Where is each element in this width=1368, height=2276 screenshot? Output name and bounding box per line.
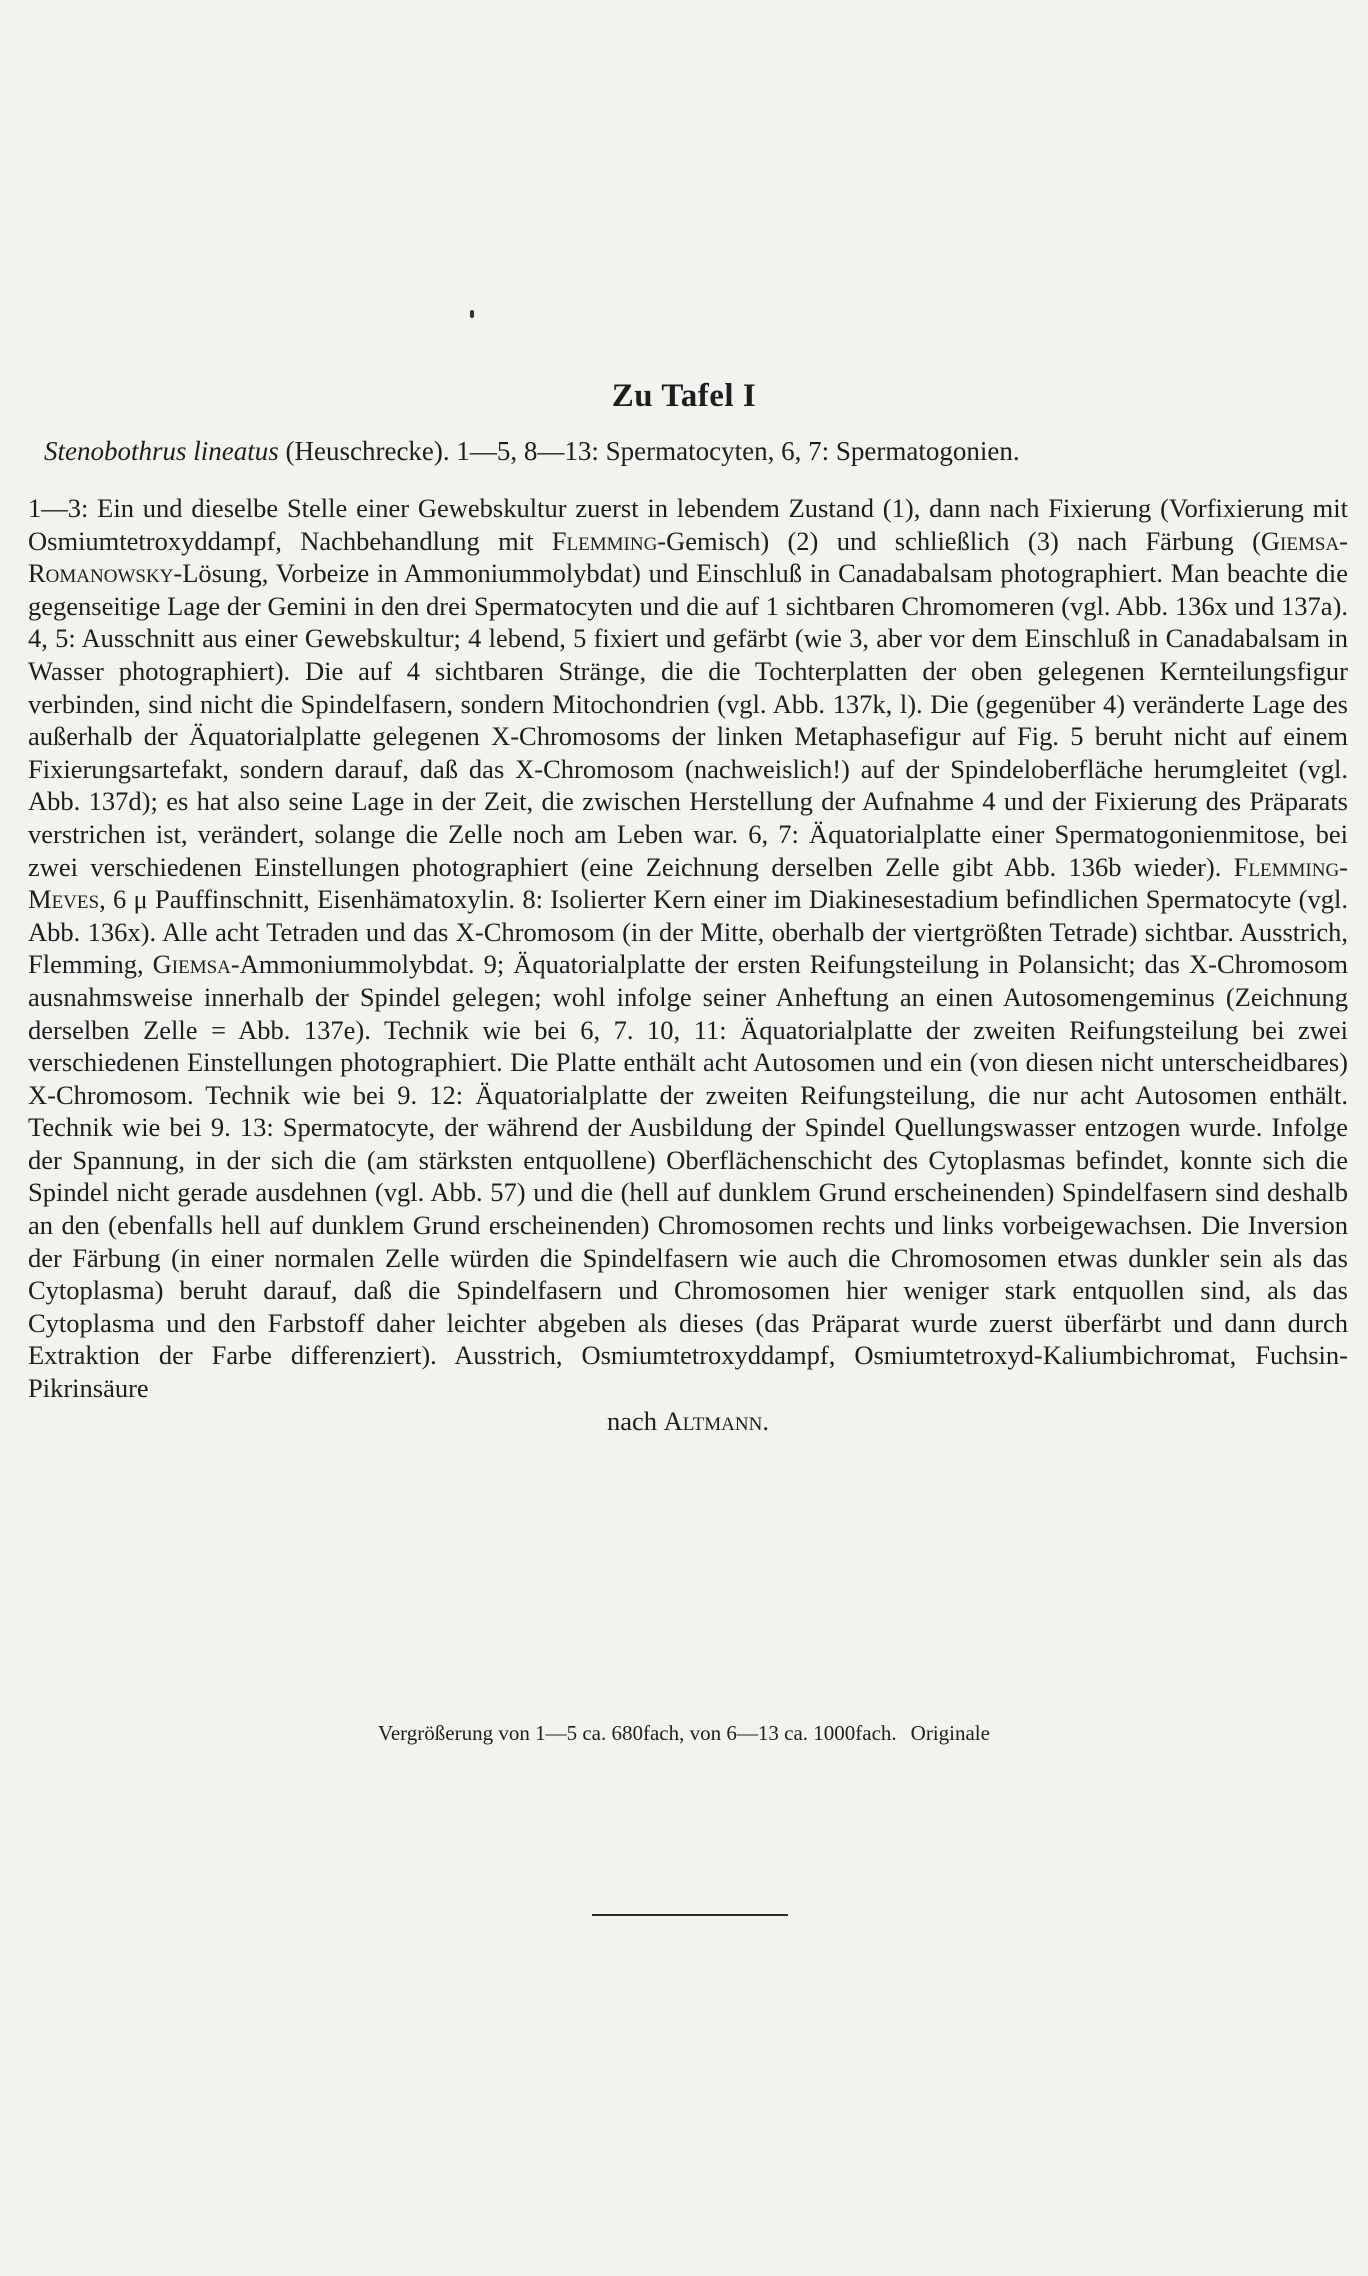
body-text-3: -Lösung, Vorbeize in Ammoniummolybdat) und Einschluß in Canadabalsam photographiert. Man beachte die gegenseitige Lage der Gemini in den drei Spermatocyten und die auf 1 sichtbaren Chromomeren (vgl. Abb. 136x und 137a). 4, 5: Ausschnitt aus einer Gewebskultur; 4 lebend, 5 fixiert und gefärbt (wie 3, aber vor dem Einschluß in Canadabalsam in Wasser photographiert). Die auf 4 sichtbaren Stränge, die die Tochterplatten der oben gelegenen Kernteilungsfigur verbinden, sind nicht die Spindelfasern, sondern Mitochondrien (vgl. Abb. 137k, l). Die (gegenüber 4) veränderte Lage des außerhalb der Äquatorialplatte gelegenen X-Chromosoms der linken Metaphasefigur auf Fig. 5 beruht nicht auf einem Fixierungsartefakt, sondern darauf, daß das X-Chromosom (nachweislich!) auf der Spindeloberfläche herumgleitet (vgl. Abb. 137d); es hat also seine Lage in der Zeit, die zwischen Herstellung der Aufnahme 4 und der Fixierung des Präparats verstrichen ist, verändert, solange die Zelle noch am Leben war. 6, 7: Äquatorialplatte einer Spermatogonienmitose, bei zwei verschiedenen Einstellungen photographiert (eine Zeichnung derselben Zelle gibt Abb. 136b wieder). bbox=[28, 558, 1348, 882]
closing-rule bbox=[592, 1914, 788, 1916]
ink-speck bbox=[470, 310, 474, 318]
author-flemming-meves: Flemming-Meves bbox=[28, 851, 1348, 915]
species-name: Stenobothrus lineatus bbox=[44, 436, 279, 466]
originale-label: Originale bbox=[910, 1721, 990, 1745]
plate-subtitle bbox=[44, 432, 1344, 470]
author-altmann: Altmann bbox=[663, 1405, 763, 1436]
subtitle-text: (Heuschrecke). 1—5, 8—13: Spermatocyten, 6, 7: Spermatogonien. bbox=[278, 436, 1020, 466]
closing-prefix: nach bbox=[607, 1405, 664, 1436]
magnification-note bbox=[0, 1721, 1368, 1746]
body-text-2: -Gemisch) (2) und schließlich (3) nach Färbung ( bbox=[657, 525, 1261, 556]
author-giemsa-romanowsky: Giemsa-Romanowsky bbox=[28, 525, 1348, 589]
body-text-4: , 6 μ Pauffinschnitt, Eisenhämatoxylin. 8: Isolierter Kern einer im Diakinesestadium befindlichen Spermatocyte (vgl. Abb. 136x). Alle acht Tetraden und das X-Chromosom (in der Mitte, oberhalb der viertgrößten Tetrade) sichtbar. Ausstrich, Flemming, bbox=[28, 884, 1348, 980]
closing-line bbox=[28, 1405, 1348, 1438]
author-flemming: Flemming bbox=[551, 525, 658, 556]
page-title: Zu Tafel I bbox=[611, 378, 757, 414]
closing-suffix: . bbox=[762, 1405, 769, 1436]
body-text-1: 1—3: Ein und dieselbe Stelle einer Gewebskultur zuerst in lebendem Zustand (1), dann nach Fixierung (Vorfixierung mit Osmiumtetroxyddampf, Nachbehandlung mit bbox=[28, 493, 1348, 556]
magnification-text: Vergrößerung von 1—5 ca. 680fach, von 6—13 ca. 1000fach. bbox=[378, 1721, 897, 1745]
author-giemsa: Giemsa bbox=[152, 949, 231, 980]
body-text-5: -Ammoniummolybdat. 9; Äquatorialplatte der ersten Reifungsteilung in Polansicht; das X-Chromosom ausnahmsweise innerhalb der Spindel gelegen; wohl infolge seiner Anheftung an einen Autosomengeminus (Zeichnung derselben Zelle = Abb. 137e). Technik wie bei 6, 7. 10, 11: Äquatorialplatte der zweiten Reifungsteilung bei zwei verschiedenen Einstellungen photographiert. Die Platte enthält acht Autosomen und ein (von diesen nicht unterscheidbares) X-Chromosom. Technik wie bei 9. 12: Äquatorialplatte der zweiten Reifungsteilung, die nur acht Autosomen enthält. Technik wie bei 9. 13: Spermatocyte, der während der Ausbildung der Spindel Quellungswasser entzogen wurde. Infolge der Spannung, in der sich die (am stärksten entquollene) Oberflächenschicht des Cytoplasmas befindet, konnte sich die Spindel nicht gerade ausdehnen (vgl. Abb. 57) und die (hell auf dunklem Grund erscheinenden) Spindelfasern sind deshalb an den (ebenfalls hell auf dunklem Grund erscheinenden) Chromosomen rechts und links vorbeigewachsen. Die Inversion der Färbung (in einer normalen Zelle würden die Spindelfasern wie auch die Chromosomen etwas dunkler sein als das Cytoplasma) beruht darauf, daß die Spindelfasern und Chromosomen hier weniger stark entquollen sind, als das Cytoplasma und den Farbstoff daher leichter abgeben als dieses (das Präparat wurde zuerst überfärbt und dann durch Extraktion der Farbe differenziert). Ausstrich, Osmiumtetroxyddampf, Osmiumtetroxyd-Kaliumbichromat, Fuchsin-Pikrinsäure bbox=[28, 949, 1348, 1404]
plate-description bbox=[28, 492, 1348, 1437]
